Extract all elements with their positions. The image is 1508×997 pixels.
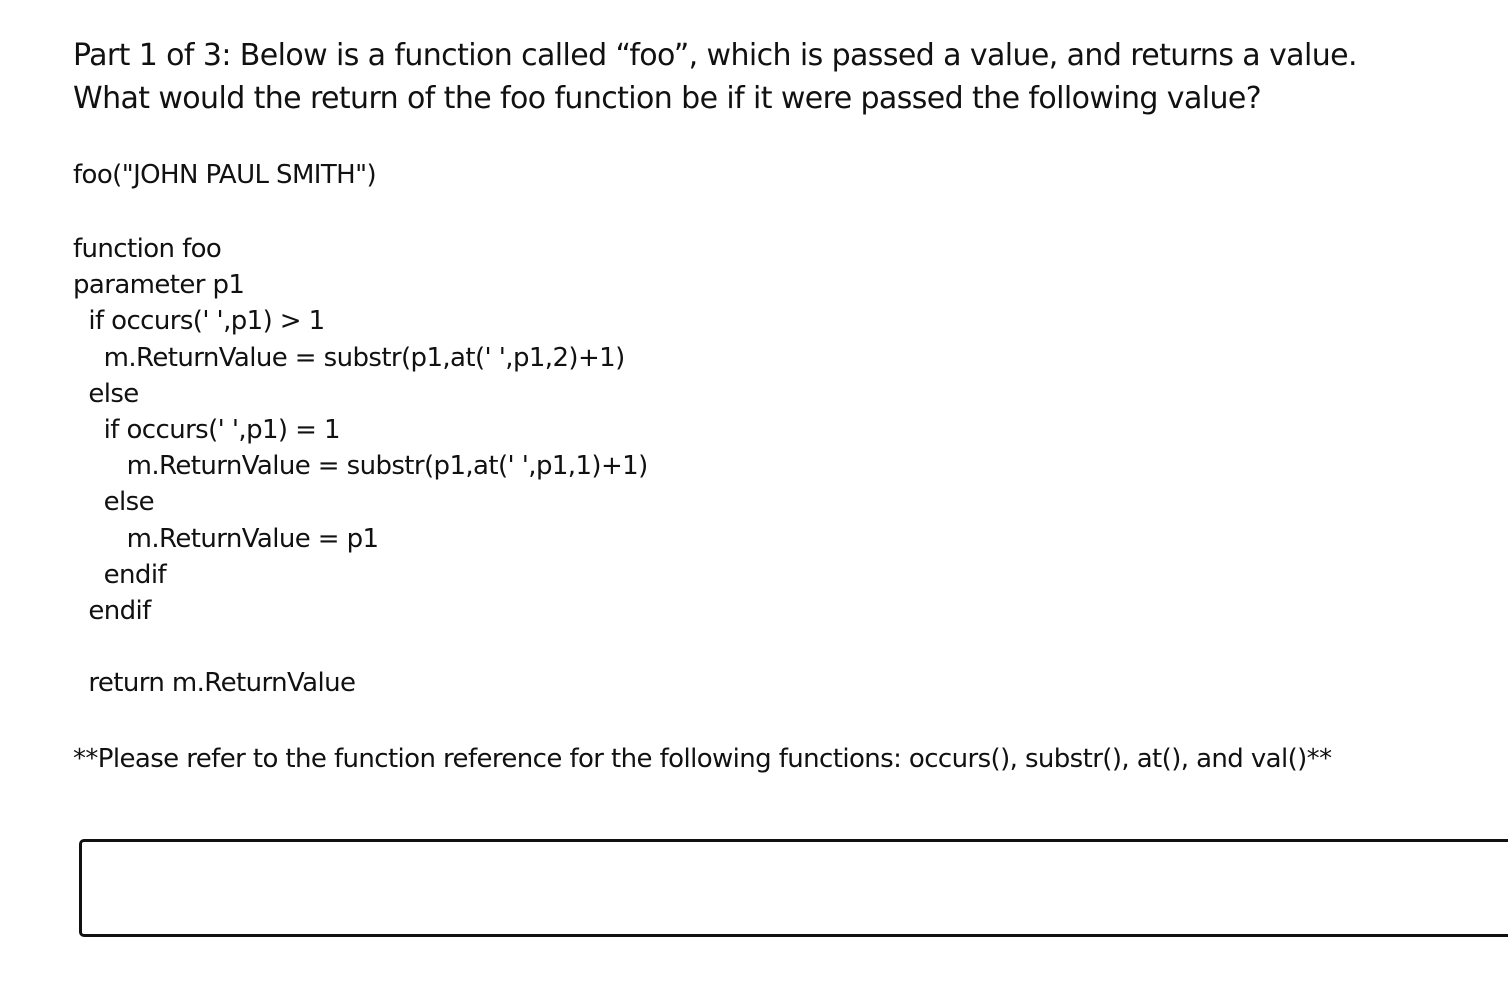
code-line: if occurs(' ',p1) = 1 [73, 414, 340, 445]
code-line: else [73, 378, 139, 409]
question-line-2: What would the return of the foo function be if it were passed the following value? [73, 81, 1262, 116]
code-block [73, 231, 648, 701]
code-line: if occurs(' ',p1) > 1 [73, 306, 325, 337]
answer-input[interactable] [79, 839, 1508, 937]
code-line: else [73, 487, 155, 518]
function-call-example: foo("JOHN PAUL SMITH") [73, 160, 376, 190]
function-reference-note: **Please refer to the function reference for the following functions: occurs(), substr(), at(), and val()** [73, 744, 1332, 774]
code-line: return m.ReturnValue [73, 668, 356, 699]
code-line: m.ReturnValue = substr(p1,at(' ',p1,1)+1) [73, 451, 648, 482]
code-line: endif [73, 559, 167, 590]
code-line: endif [73, 595, 151, 626]
code-line-blank [73, 629, 648, 665]
code-line: function foo [73, 234, 222, 264]
code-line: m.ReturnValue = substr(p1,at(' ',p1,2)+1) [73, 342, 625, 373]
code-line: parameter p1 [73, 270, 245, 301]
question-line-1: Part 1 of 3: Below is a function called “foo”, which is passed a value, and returns a value. [73, 38, 1357, 73]
code-line: m.ReturnValue = p1 [73, 523, 379, 554]
question-text [73, 34, 1493, 120]
